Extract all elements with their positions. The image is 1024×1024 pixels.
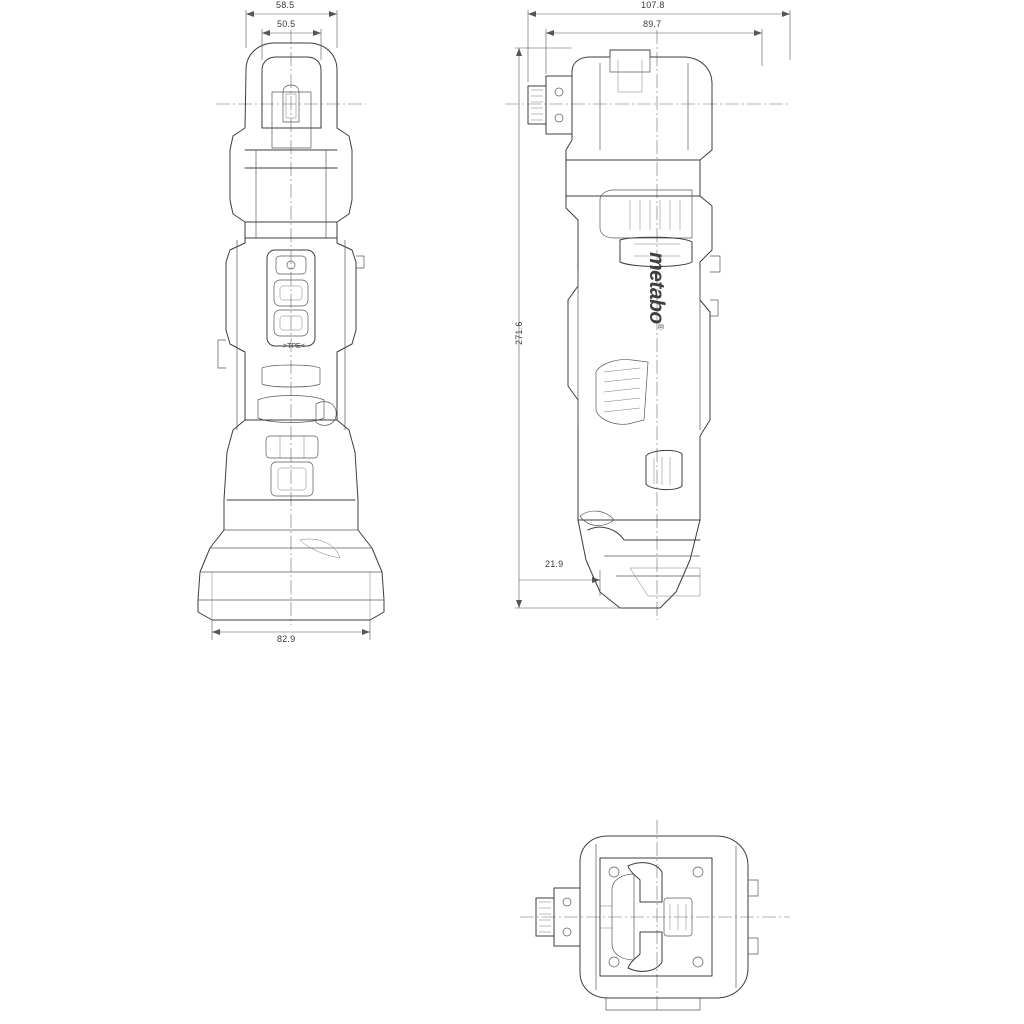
top-view-side-stud-bottom [748, 938, 758, 954]
dim-label-front-width-inner: 50.5 [277, 19, 296, 29]
top-view-group [520, 820, 790, 1012]
registered-mark: ® [656, 323, 665, 330]
side-view-mount-block [546, 76, 572, 134]
material-note-tpe: >TPE< [283, 343, 305, 350]
side-view-head-notch [610, 50, 650, 72]
front-view-foot-detail [300, 539, 340, 558]
top-view-tail-edge [606, 998, 700, 1010]
side-view-outline [566, 50, 712, 608]
dim-label-side-height-total: 271.6 [514, 321, 524, 345]
front-view-side-stud-right [356, 256, 364, 268]
dim-label-side-offset-lower: 21.9 [545, 559, 564, 569]
side-view-slide-switch [646, 450, 682, 489]
front-view-battery-contact-block [271, 462, 313, 496]
side-view-mount-screw-top [555, 88, 563, 96]
front-view-side-stud-left [218, 340, 226, 368]
side-view-foot-panel [630, 568, 700, 596]
dim-side-offset-lower [519, 570, 600, 596]
side-view-heel-pad [580, 511, 614, 526]
top-view-screw-tl [609, 867, 619, 877]
dim-label-front-width-base: 82.9 [277, 634, 296, 644]
brand-name: metabo [645, 252, 668, 324]
front-view-group [198, 30, 384, 625]
top-view-screw-bl [609, 957, 619, 967]
top-view-side-stud-top [748, 880, 758, 896]
side-view-slide-switch-ridges [654, 457, 670, 485]
dim-side-length-head [546, 29, 762, 74]
side-view-accessory-plate [528, 86, 546, 124]
top-view-mount-screw-top [563, 898, 571, 906]
top-view-mount-screw-bottom [563, 928, 571, 936]
side-view-side-stud-right [710, 256, 720, 272]
side-view-accessory-teeth [531, 90, 543, 120]
dim-label-side-length-head: 89.7 [643, 19, 662, 29]
front-view-battery-latch-bar [266, 436, 318, 458]
side-view-head-inner-notch [618, 60, 642, 92]
side-view-collar [600, 190, 692, 238]
dim-label-side-length-total: 107.8 [641, 0, 665, 10]
brand-logo [644, 252, 668, 329]
top-view-screw-tr [693, 867, 703, 877]
dim-label-front-width-upper: 58.5 [276, 0, 295, 10]
dim-front-width-inner [262, 29, 321, 60]
dim-front-width-upper [246, 10, 337, 48]
side-view-mount-screw-bottom [555, 114, 563, 122]
front-view-grip-thumb-rest [316, 402, 336, 426]
top-view-screw-br [693, 957, 703, 967]
front-view-head-window [272, 92, 311, 148]
front-view-head-block [262, 57, 321, 128]
side-view-vent-slots [604, 368, 640, 412]
front-view-battery-latch-divider [280, 436, 304, 458]
side-view-vent-panel [596, 360, 648, 425]
side-view-battery-step [588, 527, 700, 540]
side-view-collar-ribs [630, 200, 680, 230]
front-view-battery-contact-inner [278, 468, 306, 490]
side-view-side-stud-right-2 [710, 300, 718, 316]
